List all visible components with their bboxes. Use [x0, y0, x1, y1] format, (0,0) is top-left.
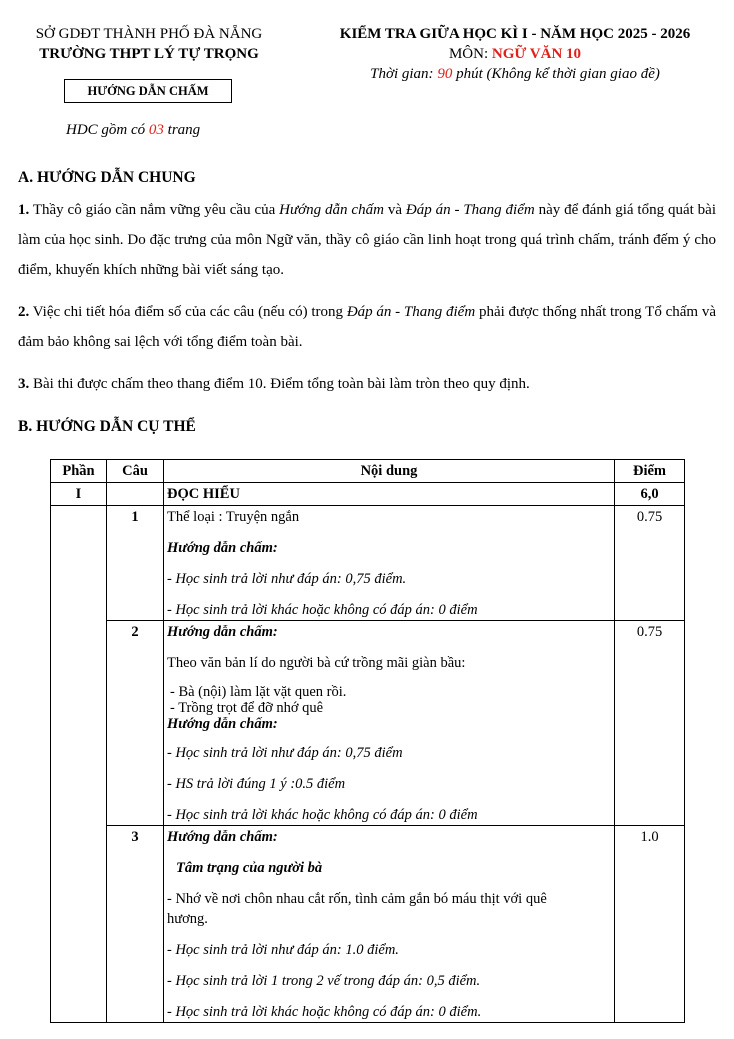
- q2-content: [164, 621, 615, 826]
- q2-bullet-1: - Bà (nội) làm lặt vặt quen rồi.: [170, 684, 347, 700]
- subject-name: NGỮ VĂN 10: [491, 46, 582, 62]
- p1-text-a: Thầy cô giáo cần nắm vững yêu cầu của: [29, 202, 280, 218]
- time-line: [316, 64, 714, 84]
- section-a-paragraph-1: [18, 195, 716, 285]
- p3-number: 3.: [18, 376, 30, 392]
- header-content: Nội dung: [164, 460, 615, 483]
- q3-guide-top: Hướng dẫn chấm:: [167, 829, 278, 845]
- q3-heading: Tâm trạng của người bà: [176, 860, 323, 876]
- q2-bullet-2: - Trồng trọt để đỡ nhớ quê: [170, 700, 324, 716]
- q1-guide-title: Hướng dẫn chấm:: [167, 540, 278, 556]
- q1-guide-2: - Học sinh trả lời khác hoặc không có đáp án: 0 điểm: [167, 602, 478, 618]
- q3-content: [164, 826, 615, 1023]
- p1-text-c: này để đánh giá tổng quát bài làm của học sinh. Do đặc trưng của môn Ngữ văn, thầy cô giáo cần linh hoạt trong quá trình chấm, tránh đếm ý cho điểm, khuyến khích những bài viết sáng tạo.: [18, 202, 716, 278]
- q3-answer: - Nhớ về nơi chôn nhau cắt rốn, tình cảm gắn bó máu thịt với quê hương.: [167, 891, 547, 927]
- q1-guide-1: - Học sinh trả lời như đáp án: 0,75 điểm.: [167, 571, 407, 587]
- time-prefix: Thời gian:: [370, 66, 438, 82]
- p3-text: Bài thi được chấm theo thang điểm 10. Điểm tổng toàn bài làm tròn theo quy định.: [29, 376, 530, 392]
- header-left: [18, 24, 280, 64]
- table-row-q2: [51, 621, 685, 826]
- p1-italic-2: Đáp án - Thang điểm: [405, 202, 535, 218]
- p2-text-b: phải được thống nhất trong Tổ chấm và đảm bảo không sai lệch với tổng điểm toàn bài.: [18, 304, 716, 350]
- q2-guide-1: - Học sinh trả lời như đáp án: 0,75 điểm: [167, 745, 403, 761]
- header-score: Điểm: [615, 460, 685, 483]
- p1-text-b: và: [383, 202, 406, 218]
- subject-prefix: MÔN:: [448, 46, 492, 62]
- p2-text-a: Việc chi tiết hóa điểm số của các câu (nếu có) trong: [29, 304, 347, 320]
- section-a-title: A. HƯỚNG DẪN CHUNG: [18, 169, 196, 186]
- header-question: Câu: [107, 460, 164, 483]
- section-a-paragraph-2: [18, 297, 716, 357]
- time-suffix: phút (Không kể thời gian giao đề): [452, 66, 660, 82]
- pages-suffix: trang: [163, 122, 201, 138]
- section-a-paragraph-3: [18, 369, 716, 399]
- q2-number: 2: [107, 621, 164, 826]
- table-row-q3: [51, 826, 685, 1023]
- q1-content: [164, 506, 615, 621]
- q3-guide-3: - Học sinh trả lời khác hoặc không có đáp án: 0 điểm.: [167, 1004, 482, 1020]
- p1-italic-1: Hướng dẫn chấm: [279, 202, 384, 218]
- table-row-q1: [51, 506, 685, 621]
- q3-guide-2: - Học sinh trả lời 1 trong 2 vế trong đáp án: 0,5 điểm.: [167, 973, 481, 989]
- grading-guide-box: HƯỚNG DẪN CHẤM: [64, 79, 232, 103]
- grading-table: [50, 459, 685, 1023]
- q2-guide-top: Hướng dẫn chấm:: [167, 624, 278, 640]
- q2-guide-2: - HS trả lời đúng 1 ý :0.5 điểm: [167, 776, 346, 792]
- pages-value: 03: [148, 122, 164, 138]
- header-part: Phần: [51, 460, 107, 483]
- part-empty: [107, 483, 164, 506]
- q3-score: 1.0: [615, 826, 685, 1023]
- q1-score: 0.75: [615, 506, 685, 621]
- exam-title: KIỂM TRA GIỮA HỌC KÌ I - NĂM HỌC 2025 - 2026: [339, 26, 691, 42]
- p1-number: 1.: [18, 202, 30, 218]
- table-row-part: [51, 483, 685, 506]
- p2-number: 2.: [18, 304, 30, 320]
- page-count-note: [66, 122, 200, 139]
- part-title: ĐỌC HIỂU: [164, 483, 615, 506]
- p2-italic: Đáp án - Thang điểm: [346, 304, 476, 320]
- part-label: I: [51, 483, 107, 506]
- q2-guide-3: - Học sinh trả lời khác hoặc không có đáp án: 0 điểm: [167, 807, 478, 823]
- time-value: 90: [437, 66, 453, 82]
- q1-number: 1: [107, 506, 164, 621]
- q3-number: 3: [107, 826, 164, 1023]
- header-right: [316, 24, 714, 84]
- department-name: SỞ GDĐT THÀNH PHỐ ĐÀ NẴNG: [35, 26, 263, 42]
- school-name: TRƯỜNG THPT LÝ TỰ TRỌNG: [39, 46, 259, 62]
- part-span: [51, 506, 107, 1023]
- pages-prefix: HDC gồm có: [66, 122, 149, 138]
- part-score: 6,0: [615, 483, 685, 506]
- section-b-title: B. HƯỚNG DẪN CỤ THỂ: [18, 418, 196, 435]
- q3-guide-1: - Học sinh trả lời như đáp án: 1.0 điểm.: [167, 942, 399, 958]
- q2-intro: Theo văn bản lí do người bà cứ trồng mãi giàn bầu:: [167, 655, 466, 671]
- table-header-row: [51, 460, 685, 483]
- q2-score: 0.75: [615, 621, 685, 826]
- q2-guide-title: Hướng dẫn chấm:: [167, 716, 278, 732]
- subject-line: [316, 44, 714, 64]
- q1-answer: Thể loại : Truyện ngắn: [167, 509, 300, 525]
